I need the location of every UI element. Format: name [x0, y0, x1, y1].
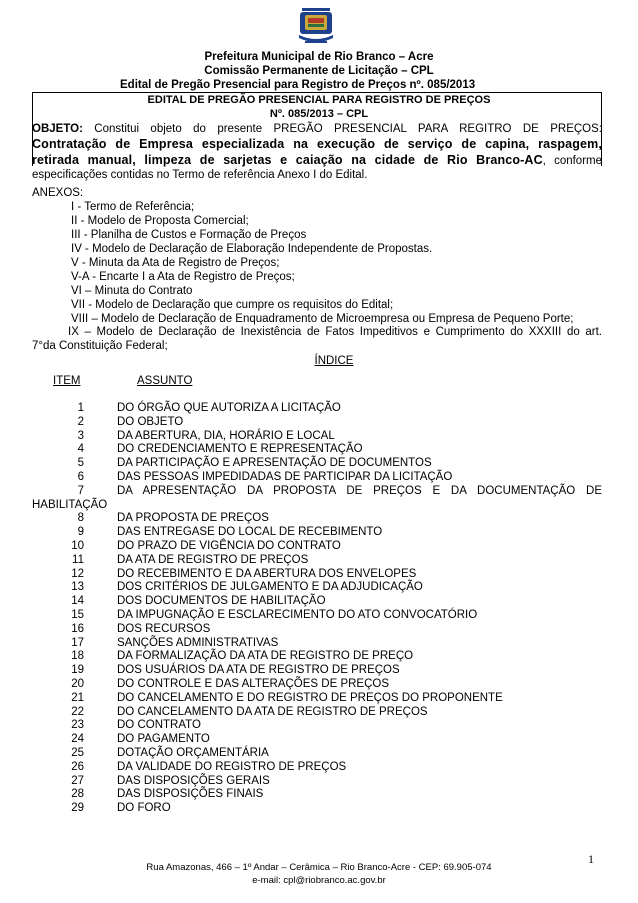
anexos-title: ANEXOS:	[32, 187, 84, 199]
index-item-number: 24	[71, 733, 84, 746]
index-item-subject: DAS PESSOAS IMPEDIDADAS DE PARTICIPAR DA LICITAÇÃO	[117, 471, 453, 483]
index-item-number: 8	[77, 512, 84, 525]
anexo-item: III - Planilha de Custos e Formação de Preços	[71, 229, 307, 241]
index-item-subject: DAS DISPOSIÇÕES GERAIS	[117, 774, 270, 787]
index-item-number: 6	[77, 471, 84, 483]
index-item-number: 7	[77, 484, 84, 497]
anexo-item: IV - Modelo de Declaração de Elaboração Independente de Propostas.	[71, 243, 433, 255]
index-item-number: 18	[71, 650, 84, 663]
objeto-label: OBJETO:	[32, 123, 83, 135]
index-item-subject: DOS CRITÉRIOS DE JULGAMENTO E DA ADJUDICAÇÃO	[117, 581, 423, 594]
index-item-number: 9	[77, 526, 84, 539]
footer-email: e-mail: cpl@riobranco.ac.gov.br	[252, 875, 386, 886]
objeto-intro: Constitui objeto do presente PREGÃO PRESENCIAL PARA REGITRO DE PREÇOS:	[82, 123, 602, 135]
index-item-number: 25	[71, 747, 84, 759]
index-item-subject: DO ÓRGÃO QUE AUTORIZA A LICITAÇÃO	[117, 402, 341, 414]
index-item-subject: DAS DISPOSIÇÕES FINAIS	[117, 788, 264, 801]
index-item-subject: DA IMPUGNAÇÃO E ESCLARECIMENTO DO ATO CONVOCATÓRIO	[117, 609, 478, 621]
index-item-subject: DOTAÇÃO ORÇAMENTÁRIA	[117, 747, 269, 759]
index-item-subject: DOS RECURSOS	[117, 622, 211, 635]
header-city-hall: Prefeitura Municipal de Rio Branco – Acre	[204, 51, 434, 63]
anexo-item: I - Termo de Referência;	[71, 201, 195, 213]
index-item-subject: DO CONTRATO	[117, 719, 201, 732]
index-item-subject: DA ABERTURA, DIA, HORÁRIO E LOCAL	[117, 429, 335, 442]
objeto-bold-text: retirada manual, limpeza de sarjetas e caiação na cidade de Rio Branco-AC	[32, 153, 543, 167]
index-item-continuation: HABILITAÇÃO	[32, 498, 108, 511]
objeto-conforme: , conforme	[542, 155, 603, 167]
index-item-number: 4	[77, 443, 84, 456]
index-item-number: 13	[71, 581, 84, 594]
index-item-subject: DO CANCELAMENTO E DO REGISTRO DE PREÇOS DO PROPONENTE	[117, 691, 503, 704]
index-item-number: 17	[71, 636, 84, 649]
indice-title: ÍNDICE	[314, 355, 354, 367]
anexo-item-ix: IX – Modelo de Declaração de Inexistência de Fatos Impeditivos e Cumprimento do XXXIII do art.	[68, 326, 602, 338]
objeto-line-3	[32, 153, 602, 169]
index-item-number: 2	[77, 415, 84, 428]
page-number: 1	[588, 852, 594, 866]
index-item-number: 20	[71, 678, 84, 690]
coat-of-arms-logo	[297, 6, 335, 46]
anexo-item: VII - Modelo de Declaração que cumpre os requisitos do Edital;	[71, 299, 394, 311]
index-item-number: 15	[71, 609, 84, 621]
index-item-number: 16	[71, 622, 84, 635]
objeto-line-4: especificações contidas no Termo de referência Anexo I do Edital.	[32, 169, 368, 181]
index-item-number: 19	[71, 664, 84, 677]
index-item-subject: SANÇÕES ADMINISTRATIVAS	[117, 636, 279, 649]
index-item-number: 27	[71, 774, 84, 787]
index-item-subject: DO CREDENCIAMENTO E REPRESENTAÇÃO	[117, 443, 363, 456]
index-item-subject: DA ATA DE REGISTRO DE PREÇOS	[117, 553, 309, 566]
anexo-item: VIII – Modelo de Declaração de Enquadramento de Microempresa ou Empresa de Pequeno Porte;	[71, 313, 574, 325]
index-item-subject: DO CONTROLE E DAS ALTERAÇÕES DE PREÇOS	[117, 678, 390, 690]
index-item-number: 22	[71, 705, 84, 718]
anexo-item: V - Minuta da Ata de Registro de Preços;	[71, 257, 280, 269]
index-item-number: 26	[71, 760, 84, 773]
index-item-subject: DOS USUÁRIOS DA ATA DE REGISTRO DE PREÇOS	[117, 664, 400, 677]
index-item-subject: DO CANCELAMENTO DA ATA DE REGISTRO DE PREÇOS	[117, 705, 428, 718]
index-item-subject: DOS DOCUMENTOS DE HABILITAÇÃO	[117, 595, 326, 608]
objeto-line-1	[32, 122, 602, 137]
index-item-subject: DO FORO	[117, 802, 171, 815]
index-item-number: 12	[71, 567, 84, 580]
index-item-subject: DAS ENTREGASE DO LOCAL DE RECEBIMENTO	[117, 526, 383, 539]
index-item-number: 5	[77, 457, 84, 470]
index-item-subject: DA APRESENTAÇÃO DA PROPOSTA DE PREÇOS E DA DOCUMENTAÇÃO DE	[117, 484, 602, 497]
index-item-number: 23	[71, 719, 84, 732]
column-header-item: ITEM	[53, 375, 81, 387]
index-item-subject: DA VALIDADE DO REGISTRO DE PREÇOS	[117, 760, 347, 773]
index-item-number: 21	[71, 691, 84, 704]
index-item-number: 29	[71, 802, 84, 815]
index-item-number: 3	[77, 429, 84, 442]
index-item-subject: DO OBJETO	[117, 415, 184, 428]
index-item-number: 1	[77, 402, 84, 414]
index-item-subject: DO RECEBIMENTO E DA ABERTURA DOS ENVELOPES	[117, 567, 417, 580]
anexo-item: II - Modelo de Proposta Comercial;	[71, 215, 249, 227]
column-header-assunto: ASSUNTO	[137, 375, 193, 387]
index-item-number: 11	[72, 553, 84, 566]
index-item-subject: DO PAGAMENTO	[117, 733, 210, 746]
index-item-subject: DO PRAZO DE VIGÊNCIA DO CONTRATO	[117, 540, 341, 552]
index-item-number: 28	[71, 788, 84, 801]
edital-title: EDITAL DE PREGÃO PRESENCIAL PARA REGISTRO DE PREÇOS	[147, 94, 491, 106]
index-item-number: 10	[71, 540, 84, 552]
index-item-subject: DA PARTICIPAÇÃO E APRESENTAÇÃO DE DOCUMENTOS	[117, 457, 432, 470]
header-commission: Comissão Permanente de Licitação – CPL	[204, 65, 434, 77]
anexo-item: V-A - Encarte I a Ata de Registro de Preços;	[71, 271, 295, 283]
edital-number: Nº. 085/2013 – CPL	[269, 108, 369, 120]
anexo-item-ix-continuation: 7°da Constituição Federal;	[32, 340, 168, 352]
index-item-number: 14	[71, 595, 84, 608]
footer-address: Rua Amazonas, 466 – 1º Andar – Cerâmica – Rio Branco-Acre - CEP: 69.905-074	[146, 862, 492, 873]
index-item-subject: DA PROPOSTA DE PREÇOS	[117, 512, 269, 525]
anexo-item: VI – Minuta do Contrato	[71, 285, 193, 297]
index-item-subject: DA FORMALIZAÇÃO DA ATA DE REGISTRO DE PREÇO	[117, 650, 414, 663]
header-edital: Edital de Pregão Presencial para Registro de Preços nº. 085/2013	[120, 79, 476, 91]
objeto-line-2: Contratação de Empresa especializada na execução de serviço de capina, raspagem,	[32, 137, 602, 151]
